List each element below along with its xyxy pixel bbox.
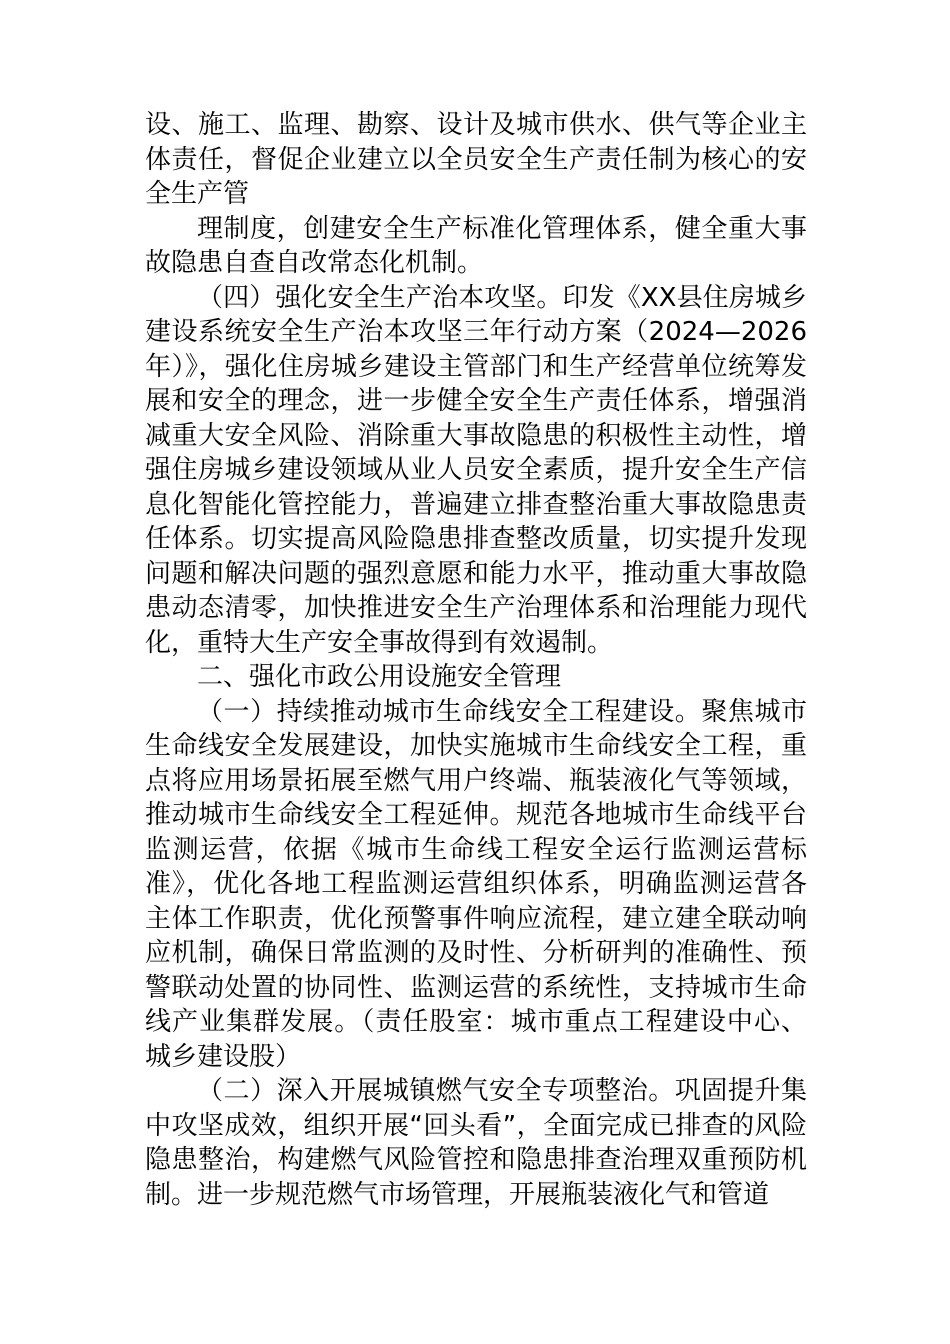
document-body bbox=[145, 108, 807, 1212]
paragraph-6: （二）深入开展城镇燃气安全专项整治。巩固提升集中攻坚成效，组织开展“回头看”，全面完成已排查的风险隐患整治，构建燃气风险管控和隐患排查治理双重预防机制。进一步规范燃气市场管理，开展瓶装液化气和管道 bbox=[145, 1076, 807, 1210]
paragraph-3: （四）强化安全生产治本攻坚。印发《XX县住房城乡建设系统安全生产治本攻坚三年行动方案（2024—2026年）》，强化住房城乡建设主管部门和生产经营单位统筹发展和安全的理念，进一步健全安全生产责任体系，增强消减重大安全风险、消除重大事故隐患的积极性主动性，增强住房城乡建设领域从业人员安全素质，提升安全生产信息化智能化管控能力，普遍建立排查整治重大事故隐患责任体系。切实提高风险隐患排查整改质量，切实提升发现问题和解决问题的强烈意愿和能力水平，推动重大事故隐患动态清零，加快推进安全生产治理体系和治理能力现代化，重特大生产安全事故得到有效遏制。 bbox=[145, 282, 807, 658]
paragraph-5: （一）持续推动城市生命线安全工程建设。聚焦城市生命线安全发展建设，加快实施城市生命线安全工程，重点将应用场景拓展至燃气用户终端、瓶装液化气等领域，推动城市生命线安全工程延伸。规范各地城市生命线平台监测运营，依据《城市生命线工程安全运行监测运营标准》，优化各地工程监测运营组织体系，明确监测运营各主体工作职责，优化预警事件响应流程，建立建全联动响应机制，确保日常监测的及时性、分析研判的准确性、预警联动处置的协同性、监测运营的系统性，支持城市生命线产业集群发展。（责任股室：城市重点工程建设中心、城乡建设股） bbox=[145, 696, 807, 1072]
paragraph-1: 设、施工、监理、勘察、设计及城市供水、供气等企业主体责任，督促企业建立以全员安全生产责任制为核心的安全生产管 bbox=[145, 110, 807, 209]
section-heading: 二、强化市政公用设施安全管理 bbox=[197, 662, 562, 692]
paragraph-2: 理制度，创建安全生产标准化管理体系，健全重大事故隐患自查自改常态化机制。 bbox=[145, 213, 807, 278]
